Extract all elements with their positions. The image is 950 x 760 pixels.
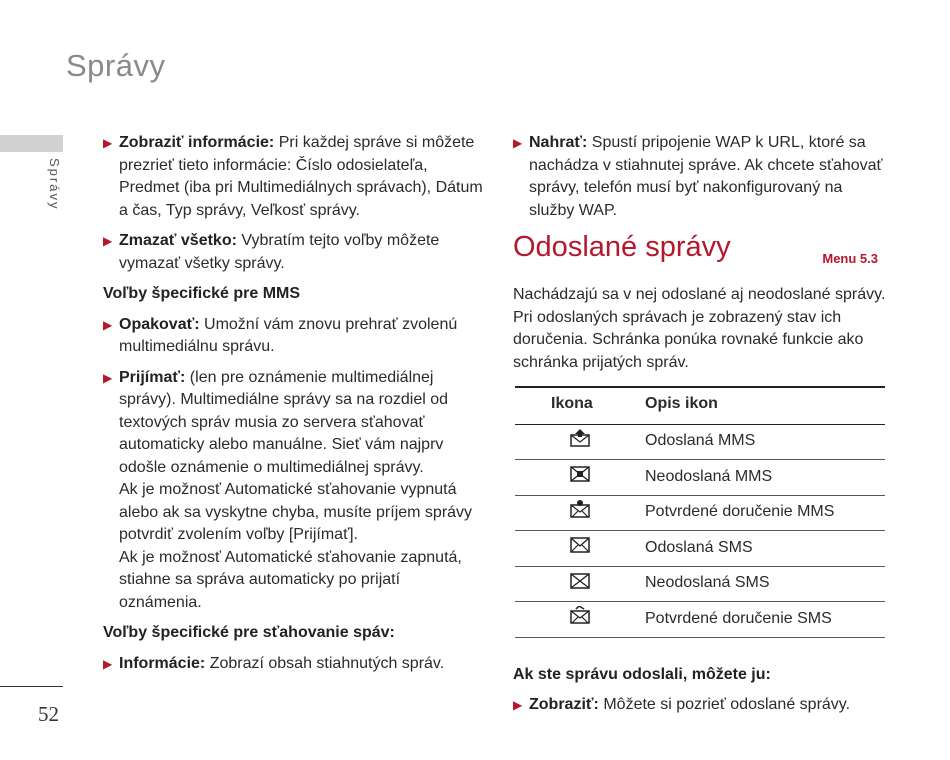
sent-mms-icon bbox=[570, 429, 590, 447]
column-header-icon: Ikona bbox=[515, 387, 645, 424]
bullet-arrow-icon: ▶ bbox=[103, 234, 113, 248]
bullet-term: Opakovať: bbox=[119, 315, 200, 333]
bullet-text: Umožní vám znovu prehrať zvolenú multimediálnu správu. bbox=[119, 315, 458, 355]
bullet-replay bbox=[103, 314, 483, 359]
section-heading bbox=[513, 231, 888, 276]
table-row bbox=[515, 602, 885, 638]
icon-table bbox=[515, 386, 885, 638]
icon-description: Odoslaná SMS bbox=[645, 531, 885, 567]
side-tab-bar bbox=[0, 135, 63, 152]
bullet-receive bbox=[103, 367, 483, 615]
delivered-sms-icon bbox=[570, 606, 590, 624]
bullet-information bbox=[103, 653, 483, 676]
table-header-row bbox=[515, 387, 885, 424]
bullet-text: Spustí pripojenie WAP k URL, ktoré sa nachádza v stiahnutej správe. Ak chcete sťahovať správy, telefón musí byť nakonfigurovaný na služby WAP. bbox=[529, 134, 883, 219]
bullet-paragraph: Ak je možnosť Automatické sťahovanie vypnutá alebo ak sa vyskytne chyba, musíte príjem správy potvrdiť zvolením voľby [Prijímať]. bbox=[119, 481, 473, 543]
section-title: Odoslané správy bbox=[513, 231, 731, 263]
bullet-term: Zmazať všetko: bbox=[119, 232, 237, 249]
bullet-arrow-icon: ▶ bbox=[103, 370, 113, 385]
left-column bbox=[103, 132, 483, 683]
bullet-term: Prijímať: bbox=[119, 368, 186, 386]
page-number: 52 bbox=[38, 702, 59, 726]
bullet-arrow-icon: ▶ bbox=[513, 136, 523, 150]
bullet-delete-all bbox=[103, 230, 483, 275]
bullet-text: Zobrazí obsah stiahnutých správ. bbox=[205, 654, 445, 672]
side-tab-label: Správy bbox=[47, 158, 62, 211]
bullet-arrow-icon: ▶ bbox=[103, 317, 113, 332]
table-row bbox=[515, 495, 885, 531]
bullet-term: Zobraziť informácie: bbox=[119, 134, 275, 151]
unsent-sms-icon bbox=[570, 571, 590, 589]
mms-options-heading: Voľby špecifické pre MMS bbox=[103, 285, 301, 302]
bullet-text: Pri každej správe si môžete prezrieť tieto informácie: Číslo odosielateľa, Predmet (iba pri Multimediálnych správach), Dátum a čas, Typ správy, Veľkosť správy. bbox=[119, 134, 483, 219]
bullet-view bbox=[513, 694, 888, 717]
sent-sms-icon bbox=[570, 535, 590, 553]
icon-description: Potvrdené doručenie MMS bbox=[645, 495, 885, 531]
bullet-arrow-icon: ▶ bbox=[103, 136, 113, 150]
icon-description: Potvrdené doručenie SMS bbox=[645, 602, 885, 638]
icon-description: Neodoslaná SMS bbox=[645, 566, 885, 602]
bullet-term: Zobraziť: bbox=[529, 696, 599, 713]
page-number-rule bbox=[0, 686, 63, 687]
bullet-load bbox=[513, 132, 888, 222]
bullet-term: Informácie: bbox=[119, 654, 206, 672]
right-column bbox=[513, 132, 888, 725]
bullet-term: Nahrať: bbox=[529, 134, 588, 151]
after-send-heading: Ak ste správu odoslali, môžete ju: bbox=[513, 665, 771, 683]
bullet-text: (len pre oznámenie multimediálnej správy). Multimediálne správy sa na rozdiel od textových správ musia zo servera sťahovať automaticky alebo manuálne. Sieť vám najprv odošle oznámenie o multimediálnej správy. bbox=[119, 368, 449, 476]
table-row bbox=[515, 531, 885, 567]
download-options-heading: Voľby špecifické pre sťahovanie spáv: bbox=[103, 624, 395, 641]
unsent-mms-icon bbox=[570, 464, 590, 482]
menu-reference: Menu 5.3 bbox=[822, 251, 878, 266]
bullet-arrow-icon: ▶ bbox=[513, 698, 523, 712]
table-row bbox=[515, 424, 885, 460]
bullet-show-info bbox=[103, 132, 483, 222]
bullet-text: Vybratím tejto voľby môžete vymazať všetky správy. bbox=[119, 232, 440, 272]
page-title: Správy bbox=[66, 48, 166, 83]
section-intro: Nachádzajú sa v nej odoslané aj neodoslané správy. Pri odoslaných správach je zobrazený stav ich doručenia. Schránka ponúka rovnaké funkcie ako schránka prijatých správ. bbox=[513, 286, 886, 371]
bullet-arrow-icon: ▶ bbox=[103, 656, 113, 671]
table-row bbox=[515, 566, 885, 602]
bullet-text: Môžete si pozrieť odoslané správy. bbox=[598, 696, 851, 713]
bullet-paragraph: Ak je možnosť Automatické sťahovanie zapnutá, stiahne sa správa automaticky po prijatí oznámenia. bbox=[119, 548, 462, 611]
icon-description: Odoslaná MMS bbox=[645, 424, 885, 460]
icon-description: Neodoslaná MMS bbox=[645, 460, 885, 496]
table-row bbox=[515, 460, 885, 496]
column-header-description: Opis ikon bbox=[645, 387, 885, 424]
delivered-mms-icon bbox=[570, 500, 590, 518]
